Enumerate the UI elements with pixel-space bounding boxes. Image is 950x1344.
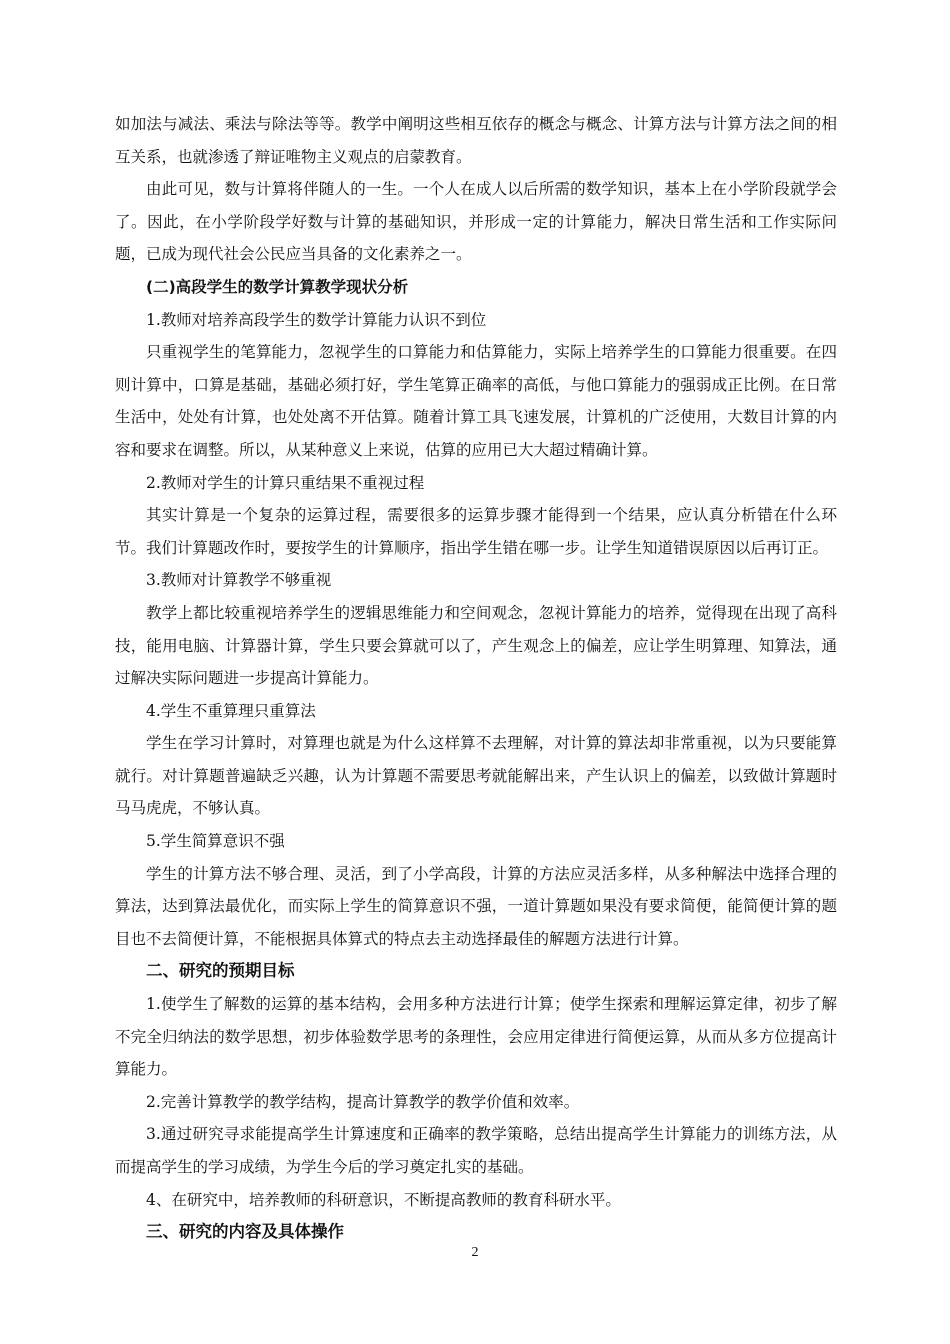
goal-3: 3.通过研究寻求能提高学生计算速度和正确率的教学策略，总结出提高学生计算能力的训练方法，从而提高学生的学习成绩，为学生今后的学习奠定扎实的基础。	[115, 1125, 837, 1176]
paragraph-continuation: 如加法与减法、乘法与除法等等。教学中阐明这些相互依存的概念与概念、计算方法与计算方法之间的相互关系，也就渗透了辩证唯物主义观点的启蒙教育。	[115, 115, 837, 166]
goal-2: 2.完善计算教学的教学结构，提高计算教学的教学价值和效率。	[146, 1092, 580, 1111]
paragraph-2: 其实计算是一个复杂的运算过程，需要很多的运算步骤才能得到一个结果，应认真分析错在什么环节。我们计算题改作时，要按学生的计算顺序，指出学生错在哪一步。让学生知道错误原因以后再订正。	[115, 506, 837, 557]
page-number: 2	[471, 1245, 479, 1260]
document-body	[115, 108, 837, 1249]
paragraph-3: 教学上都比较重视培养学生的逻辑思维能力和空间观念，忽视计算能力的培养，觉得现在出现了高科技，能用电脑、计算器计算，学生只要会算就可以了，产生观念上的偏差，应让学生明算理、知算法，通过解决实际问题进一步提高计算能力。	[115, 603, 837, 688]
goal-1: 1.使学生了解数的运算的基本结构，会用多种方法进行计算；使学生探索和理解运算定律，初步了解不完全归纳法的数学思想，初步体验数学思考的条理性，会应用定律进行简便运算，从而从多方位提高计算能力。	[115, 995, 837, 1079]
paragraph-1: 只重视学生的笔算能力，忽视学生的口算能力和估算能力，实际上培养学生的口算能力很重要。在四则计算中，口算是基础，基础必须打好，学生笔算正确率的高低，与他口算能力的强弱成正比例。在日常生活中，处处有计算，也处处离不开估算。随着计算工具飞速发展，计算机的广泛使用，大数目计算的内容和要求在调整。所以，从某种意义上来说，估算的应用已大大超过精确计算。	[115, 343, 837, 459]
subheading-3: 3.教师对计算教学不够重视	[146, 571, 332, 590]
subheading-1: 1.教师对培养高段学生的数学计算能力认识不到位	[146, 310, 487, 329]
subheading-4: 4.学生不重算理只重算法	[146, 701, 316, 720]
paragraph-summary: 由此可见，数与计算将伴随人的一生。一个人在成人以后所需的数学知识，基本上在小学阶段就学会了。因此，在小学阶段学好数与计算的基础知识，并形成一定的计算能力，解决日常生活和工作实际问题，已成为现代社会公民应当具备的文化素养之一。	[115, 180, 837, 264]
subheading-2: 2.教师对学生的计算只重结果不重视过程	[146, 473, 425, 492]
goal-4: 4、在研究中，培养教师的科研意识，不断提高教师的教育科研水平。	[146, 1190, 621, 1209]
section-heading-goals: 二、研究的预期目标	[146, 961, 295, 981]
section-heading-status-analysis: (二)高段学生的数学计算教学现状分析	[146, 277, 409, 296]
paragraph-4: 学生在学习计算时，对算理也就是为什么这样算不去理解，对计算的算法却非常重视，以为只要能算就行。对计算题普遍缺乏兴趣，认为计算题不需要思考就能解出来，产生认识上的偏差，以致做计算题时马马虎虎，不够认真。	[115, 734, 837, 818]
subheading-5: 5.学生简算意识不强	[146, 832, 285, 851]
section-heading-content: 三、研究的内容及具体操作	[146, 1222, 344, 1242]
paragraph-5: 学生的计算方法不够合理、灵活，到了小学高段，计算的方法应灵活多样，从多种解法中选择合理的算法，达到算法最优化，而实际上学生的简算意识不强，一道计算题如果没有要求简便，能简便计算的题目也不去简便计算，不能根据具体算式的特点去主动选择最佳的解题方法进行计算。	[115, 864, 837, 948]
